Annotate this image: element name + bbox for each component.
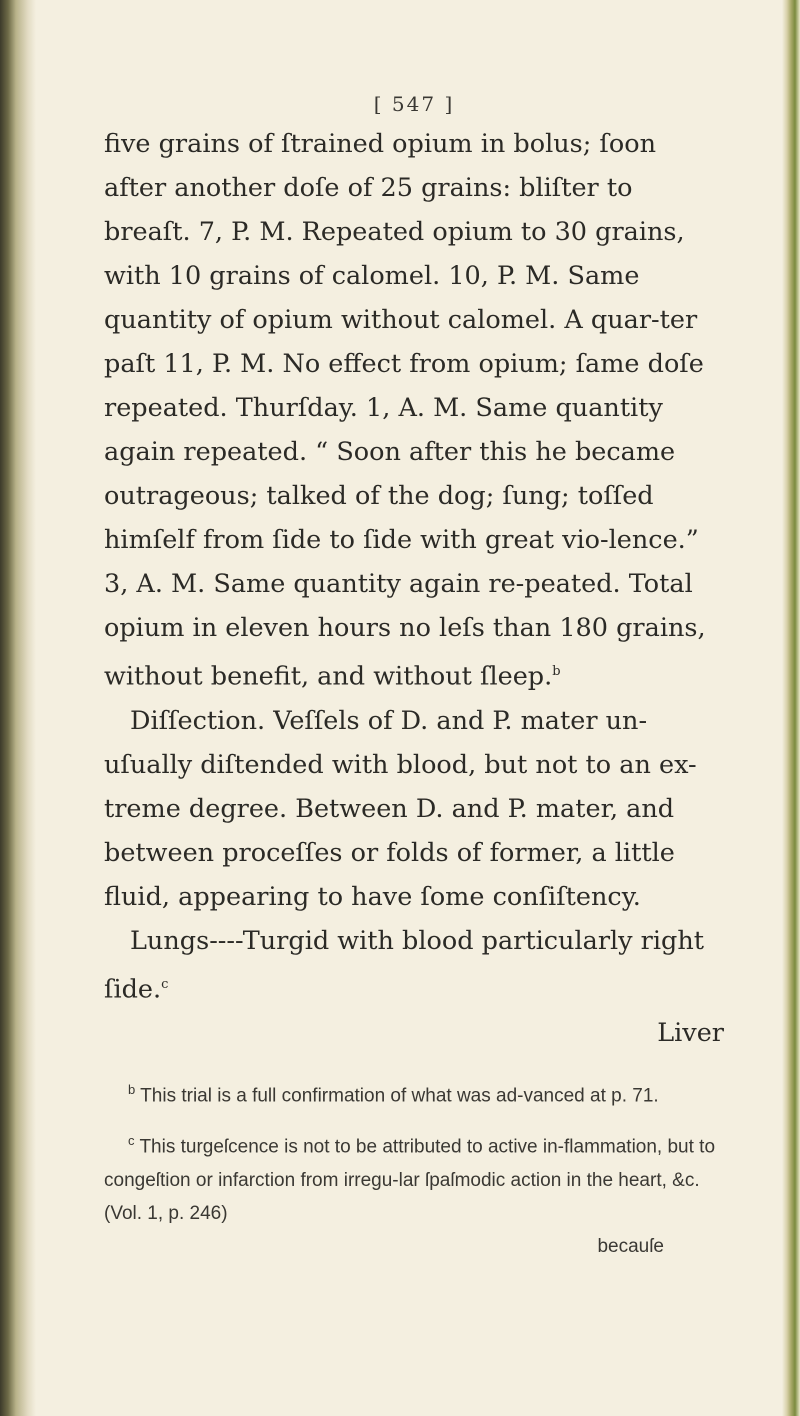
footnote-c-mark: c bbox=[128, 1133, 135, 1149]
paragraph-lungs bbox=[104, 919, 724, 1012]
footnote-c-text: This turgeſcence is not to be attributed to active in-flammation, but to congeſtion or infarction from irregu-lar ſpaſmodic action in the heart, &c. (Vol. 1, p. 246) bbox=[104, 1136, 716, 1224]
footnote-c bbox=[104, 1124, 724, 1229]
footnote-b bbox=[104, 1073, 724, 1112]
page-binding-shadow-left bbox=[0, 0, 36, 1416]
paragraph-text: Lungs----Turgid with blood particularly right ſide. bbox=[104, 925, 705, 1004]
main-text bbox=[104, 122, 724, 1011]
footnote-catchword: becauſe bbox=[597, 1235, 664, 1257]
footnote-b-text: This trial is a full confirmation of what was ad-vanced at p. 71. bbox=[140, 1085, 659, 1107]
book-page bbox=[104, 92, 724, 1263]
footnote-mark-b: b bbox=[552, 664, 561, 679]
catchword: Liver bbox=[657, 1018, 724, 1048]
footnotes bbox=[104, 1073, 724, 1263]
footnote-mark-c: c bbox=[161, 976, 169, 992]
page-number-header: [ 547 ] bbox=[373, 92, 455, 116]
paragraph-text: five grains of ſtrained opium in bolus; ſoon after another doſe of 25 grains: bliſter to breaſt. 7, P. M. Repeated opium to 30 grains, with 10 grains of calomel. 10, P. M. Same quantity of opium without calomel. A quar-ter paſt 11, P. M. No effect from opium; ſame doſe repeated. Thurſday. 1, A. M. Same quantity again repeated. “ Soon after this he became outrageous; talked of the dog; ſung; toſſed himſelf from ſide to ſide with great vio-lence.” 3, A. M. Same quantity again re-peated. Total opium in eleven hours no leſs than 180 grains, without benefit, and without ſleep. bbox=[104, 129, 706, 692]
paragraph-opium-doses bbox=[104, 122, 724, 699]
footnote-b-mark: b bbox=[128, 1082, 136, 1097]
paragraph-dissection: Diſſection. Veſſels of D. and P. mater un-uſually diſtended with blood, but not to an ex-treme degree. Between D. and P. mater, and between proceſſes or folds of former, a little fluid, appearing to have ſome conſiſtency. bbox=[104, 705, 697, 912]
page-edge-right bbox=[782, 0, 800, 1416]
